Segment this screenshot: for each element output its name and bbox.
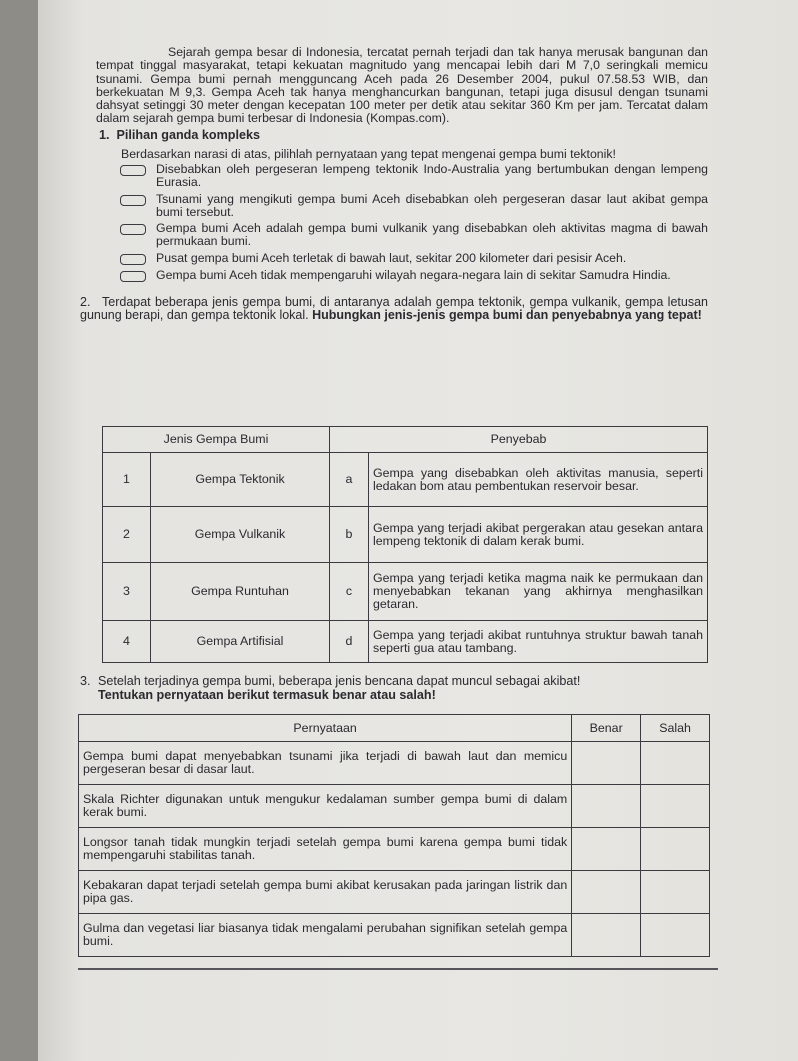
penyebab-letter: d bbox=[330, 621, 369, 663]
question-2-number: 2. bbox=[80, 294, 91, 309]
intro-text: Sejarah gempa besar di Indonesia, tercatat pernah terjadi dan tak hanya merusak bangunan dan tempat tinggal masyarakat, tetapi kekuatan magnitudo yang mencapai lebih dari M 7,0 seringkali memicu tsunami. Gempa bumi pernah mengguncang Aceh pada 26 Desember 2004, pukul 07.58.53 WIB, dan berkekuatan M 9,3. Gempa Aceh tak hanya menghancurkan bangunan, tetapi juga disusul dengan tsunami dahsyat setinggi 30 meter dengan kecepatan 100 meter per detik atau sekitar 360 Km per jam. Tercatat dalam dalam sejarah gempa bumi terbesar di Indonesia (Kompas.com). bbox=[96, 45, 708, 126]
jenis-gempa[interactable]: Gempa Runtuhan bbox=[151, 563, 330, 621]
header-benar: Benar bbox=[572, 715, 641, 742]
table-row bbox=[79, 828, 710, 871]
row-number: 2 bbox=[103, 507, 151, 563]
q1-option-checkbox[interactable] bbox=[120, 271, 146, 282]
header-pernyataan: Pernyataan bbox=[79, 715, 572, 742]
true-false-header bbox=[79, 715, 710, 742]
salah-cell[interactable] bbox=[641, 785, 710, 828]
statement-text: Longsor tanah tidak mungkin terjadi setelah gempa bumi karena gempa bumi tidak mempengaruhi stabilitas tanah. bbox=[79, 828, 572, 871]
matching-table-header bbox=[103, 427, 708, 453]
benar-cell[interactable] bbox=[572, 871, 641, 914]
benar-cell[interactable] bbox=[572, 914, 641, 957]
penyebab-letter: b bbox=[330, 507, 369, 563]
table-row bbox=[79, 742, 710, 785]
salah-cell[interactable] bbox=[641, 742, 710, 785]
question-1-heading bbox=[95, 129, 708, 143]
statement-text: Skala Richter digunakan untuk mengukur kedalaman sumber gempa bumi di dalam kerak bumi. bbox=[79, 785, 572, 828]
question-2-instruction: Hubungkan jenis-jenis gempa bumi dan penyebabnya yang tepat! bbox=[312, 308, 702, 323]
question-3-number: 3. bbox=[80, 674, 91, 688]
table-row bbox=[103, 563, 708, 621]
table-row bbox=[103, 507, 708, 563]
row-number: 3 bbox=[103, 563, 151, 621]
q1-option-checkbox[interactable] bbox=[120, 224, 146, 235]
q1-option-text: Gempa bumi Aceh tidak mempengaruhi wilayah negara-negara lain di sekitar Samudra Hindia. bbox=[156, 267, 671, 282]
bottom-divider bbox=[78, 968, 718, 970]
worksheet-content bbox=[80, 45, 708, 323]
q1-option-checkbox[interactable] bbox=[120, 254, 146, 265]
benar-cell[interactable] bbox=[572, 785, 641, 828]
penyebab-text[interactable]: Gempa yang terjadi akibat pergerakan atau gesekan antara lempeng tektonik di dalam kerak bumi. bbox=[369, 507, 708, 563]
jenis-gempa[interactable]: Gempa Artifisial bbox=[151, 621, 330, 663]
row-number: 4 bbox=[103, 621, 151, 663]
q1-option bbox=[96, 222, 708, 248]
q1-option bbox=[96, 252, 708, 265]
statement-text: Kebakaran dapat terjadi setelah gempa bumi akibat kerusakan pada jaringan listrik dan pipa gas. bbox=[79, 871, 572, 914]
q1-option-text: Gempa bumi Aceh adalah gempa bumi vulkanik yang disebabkan oleh aktivitas magma di bawah permukaan bumi. bbox=[156, 221, 708, 249]
row-number: 1 bbox=[103, 453, 151, 507]
table-row bbox=[79, 914, 710, 957]
statement-text: Gempa bumi dapat menyebabkan tsunami jika terjadi di bawah laut dan memicu pergeseran besar di dasar laut. bbox=[79, 742, 572, 785]
penyebab-text[interactable]: Gempa yang terjadi akibat runtuhnya struktur bawah tanah seperti gua atau tambang. bbox=[369, 621, 708, 663]
benar-cell[interactable] bbox=[572, 828, 641, 871]
table-row bbox=[79, 871, 710, 914]
question-1-prompt: Berdasarkan narasi di atas, pilihlah pernyataan yang tepat mengenai gempa bumi tektonik! bbox=[121, 147, 616, 162]
table-row bbox=[103, 621, 708, 663]
question-2-text bbox=[80, 296, 708, 323]
benar-cell[interactable] bbox=[572, 742, 641, 785]
question-3-text bbox=[80, 674, 716, 688]
question-3-body: Setelah terjadinya gempa bumi, beberapa jenis bencana dapat muncul sebagai akibat! bbox=[98, 674, 581, 688]
q1-option bbox=[96, 163, 708, 189]
penyebab-letter: c bbox=[330, 563, 369, 621]
jenis-gempa[interactable]: Gempa Vulkanik bbox=[151, 507, 330, 563]
header-salah: Salah bbox=[641, 715, 710, 742]
jenis-gempa[interactable]: Gempa Tektonik bbox=[151, 453, 330, 507]
question-2-body: Terdapat beberapa jenis gempa bumi, di antaranya adalah gempa tektonik, gempa vulkanik, gempa letusan gunung berapi, dan gempa tektonik lokal. bbox=[80, 294, 708, 323]
header-jenis: Jenis Gempa Bumi bbox=[103, 427, 330, 453]
matching-table bbox=[102, 426, 708, 663]
statement-text: Gulma dan vegetasi liar biasanya tidak mengalami perubahan signifikan setelah gempa bumi. bbox=[79, 914, 572, 957]
question-1-title: Pilihan ganda kompleks bbox=[116, 127, 260, 142]
table-row bbox=[103, 453, 708, 507]
question-1-number: 1. bbox=[99, 127, 110, 142]
q1-option bbox=[96, 193, 708, 219]
penyebab-text[interactable]: Gempa yang terjadi ketika magma naik ke permukaan dan menyebabkan tekanan yang akhirnya menghasilkan getaran. bbox=[369, 563, 708, 621]
penyebab-text[interactable]: Gempa yang disebabkan oleh aktivitas manusia, seperti ledakan bom atau pembentukan reservoir besar. bbox=[369, 453, 708, 507]
intro-paragraph bbox=[96, 46, 708, 126]
penyebab-letter: a bbox=[330, 453, 369, 507]
q1-option-checkbox[interactable] bbox=[120, 195, 146, 206]
salah-cell[interactable] bbox=[641, 871, 710, 914]
question-3-instruction: Tentukan pernyataan berikut termasuk benar atau salah! bbox=[98, 688, 436, 702]
q1-option-text: Tsunami yang mengikuti gempa bumi Aceh disebabkan oleh pergeseran dasar laut akibat gempa bumi tersebut. bbox=[156, 191, 708, 219]
question-3 bbox=[80, 674, 716, 702]
salah-cell[interactable] bbox=[641, 914, 710, 957]
header-penyebab: Penyebab bbox=[330, 427, 708, 453]
q1-option-text: Pusat gempa bumi Aceh terletak di bawah laut, sekitar 200 kilometer dari pesisir Aceh. bbox=[156, 251, 627, 266]
q1-option-checkbox[interactable] bbox=[120, 165, 146, 176]
table-row bbox=[79, 785, 710, 828]
q1-option bbox=[96, 269, 708, 282]
salah-cell[interactable] bbox=[641, 828, 710, 871]
q1-option-text: Disebabkan oleh pergeseran lempeng tektonik Indo-Australia yang bertumbukan dengan lempeng Eurasia. bbox=[156, 162, 708, 190]
true-false-table bbox=[78, 714, 710, 957]
